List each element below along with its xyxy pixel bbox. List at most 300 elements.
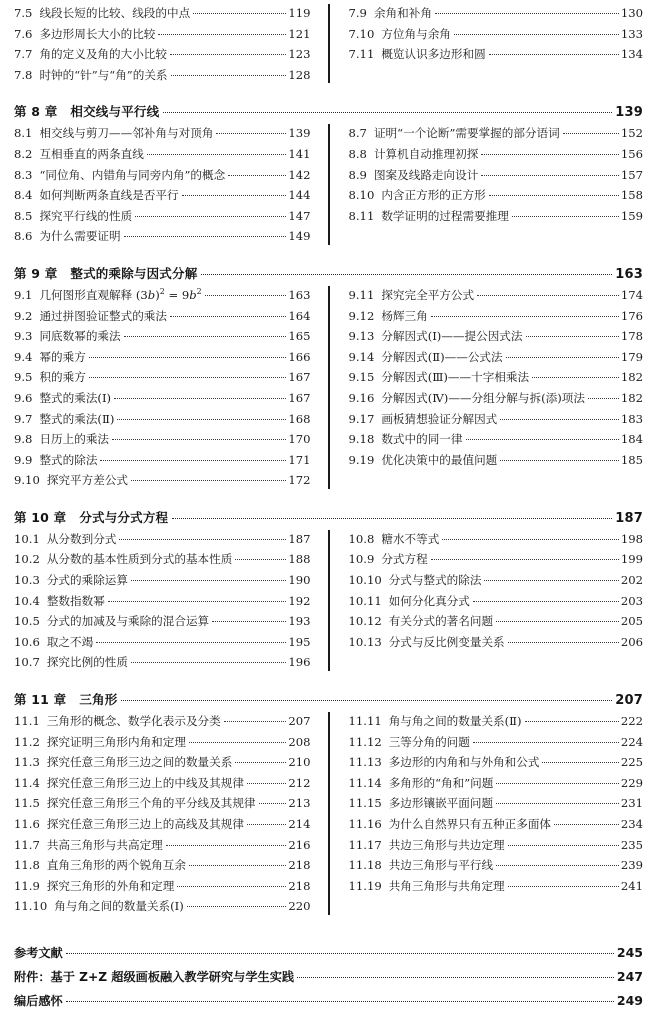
- toc-entry[interactable]: [14, 611, 311, 632]
- dot-leader: [201, 273, 612, 275]
- toc-entry-page: 218: [288, 878, 311, 893]
- toc-entry-number: 11.7: [14, 837, 40, 852]
- toc-entry-number: 9.10: [14, 473, 40, 488]
- toc-entry[interactable]: [14, 835, 311, 856]
- toc-entry-number: 9.5: [14, 370, 33, 385]
- toc-entry[interactable]: [14, 65, 311, 86]
- toc-entry-page: 165: [288, 329, 311, 344]
- toc-entry-number: 8.6: [14, 229, 33, 244]
- dot-leader: [224, 720, 287, 722]
- toc-entry-page: 182: [620, 390, 643, 405]
- toc-entry[interactable]: [349, 185, 644, 206]
- toc-entry-number: 10.3: [14, 573, 40, 588]
- chapter-heading[interactable]: [14, 102, 643, 120]
- toc-entry[interactable]: [14, 326, 311, 347]
- toc-entry-title: 三等分角的问题: [388, 734, 470, 749]
- toc-entry-number: 10.10: [348, 573, 382, 588]
- toc-entry-page: 229: [620, 775, 643, 790]
- toc-entry-number: 9.2: [14, 308, 33, 323]
- chapter-title: 整式的乘除与因式分解: [70, 265, 198, 281]
- toc-entry[interactable]: [349, 529, 644, 550]
- toc-entry-number: 11.17: [348, 837, 382, 852]
- chapter-columns: [14, 3, 643, 85]
- toc-entry[interactable]: [349, 206, 644, 227]
- dot-leader: [172, 517, 612, 519]
- backmatter-page: 245: [616, 944, 643, 960]
- chapter-columns: [14, 285, 643, 491]
- toc-entry-number: 8.8: [348, 146, 367, 161]
- toc-entry-number: 11.14: [348, 775, 382, 790]
- dot-leader: [526, 335, 619, 337]
- toc-entry-number: 9.11: [348, 287, 375, 302]
- toc-entry-title: 分解因式(Ⅲ)——十字相乘法: [381, 370, 530, 385]
- toc-entry-page: 196: [288, 655, 311, 670]
- dot-leader: [435, 12, 619, 14]
- toc-entry[interactable]: [14, 855, 311, 876]
- toc-entry-page: 168: [288, 411, 311, 426]
- toc-entry-page: 133: [620, 26, 643, 41]
- toc-entry-page: 119: [288, 6, 311, 20]
- dot-leader: [454, 33, 619, 35]
- toc-entry[interactable]: [14, 591, 311, 612]
- dot-leader: [124, 335, 287, 337]
- toc-entry[interactable]: [14, 185, 311, 206]
- toc-entry[interactable]: [14, 388, 311, 409]
- toc-entry-number: 8.11: [348, 208, 375, 223]
- toc-entry[interactable]: [14, 793, 311, 814]
- toc-entry-title: 杨辉三角: [381, 308, 428, 323]
- toc-entry[interactable]: [349, 814, 644, 835]
- toc-entry-number: 9.19: [348, 452, 375, 467]
- dot-leader: [477, 294, 619, 296]
- toc-entry[interactable]: [349, 855, 644, 876]
- toc-entry-title: 共高三角形与共高定理: [46, 837, 163, 852]
- column-right: [329, 285, 644, 491]
- toc-entry-title: 分解因式(Ⅰ)——提公因式法: [381, 329, 523, 344]
- toc-entry-title: 从分数到分式: [46, 531, 117, 546]
- toc-entry-title: 共边三角形与共边定理: [388, 837, 505, 852]
- toc-entry[interactable]: [349, 306, 644, 327]
- toc-entry-title: 数式中的同一律: [381, 432, 463, 447]
- chapter-title: 分式与分式方程: [79, 509, 169, 525]
- toc-entry[interactable]: [14, 429, 311, 450]
- toc-entry-number: 11.6: [14, 817, 40, 831]
- dot-leader: [189, 864, 286, 866]
- toc-entry-title: 画板猜想验证分解因式: [381, 411, 498, 426]
- dot-leader: [96, 641, 286, 643]
- backmatter-entry[interactable]: [14, 965, 643, 989]
- toc-entry-number: 9.17: [348, 411, 375, 426]
- dot-leader: [193, 12, 286, 14]
- toc-entry-number: 11.1: [14, 714, 40, 729]
- toc-entry-page: 167: [288, 390, 311, 405]
- toc-entry[interactable]: [14, 549, 311, 570]
- toc-entry[interactable]: [14, 896, 311, 917]
- toc-entry[interactable]: [14, 347, 311, 368]
- toc-entry-page: 210: [288, 755, 311, 770]
- toc-entry-page: 216: [288, 837, 311, 852]
- toc-entry-title: 糖水不等式: [381, 531, 440, 546]
- toc-entry-number: 9.6: [14, 390, 33, 405]
- dot-leader: [431, 558, 619, 560]
- toc-entry-number: 10.2: [14, 552, 40, 567]
- toc-entry-page: 218: [288, 858, 311, 873]
- chapter-title: 相交线与平行线: [70, 104, 160, 120]
- toc-entry-title: 几何图形直观解释 $(3b)^2 = 9b^2$: [39, 287, 202, 302]
- dot-leader: [131, 579, 286, 581]
- dot-leader: [297, 976, 614, 978]
- toc-entry-page: 179: [620, 349, 643, 364]
- toc-entry[interactable]: [14, 529, 311, 550]
- toc-entry-page: 241: [620, 878, 643, 893]
- toc-entry[interactable]: [349, 367, 644, 388]
- toc-entry[interactable]: [14, 570, 311, 591]
- toc-entry-title: 多边形的内角和与外角和公式: [388, 755, 540, 770]
- chapter-block-continuation: [14, 3, 643, 85]
- toc-entry-number: 8.7: [348, 126, 367, 141]
- dot-leader: [496, 782, 619, 784]
- dot-leader: [212, 620, 286, 622]
- toc-entry[interactable]: [349, 388, 644, 409]
- dot-leader: [108, 600, 287, 602]
- toc-entry-title: 分式与整式的除法: [388, 573, 482, 588]
- column-divider: [328, 4, 330, 83]
- toc-entry-number: 7.9: [348, 6, 367, 20]
- toc-entry[interactable]: [349, 835, 644, 856]
- toc-entry-page: 121: [288, 26, 311, 41]
- toc-entry-title: 整式的除法: [39, 452, 98, 467]
- toc-entry-title: 整数指数幂: [46, 593, 105, 608]
- toc-entry-page: 184: [620, 432, 643, 447]
- toc-entry[interactable]: [14, 306, 311, 327]
- chapter-page: 187: [615, 510, 643, 526]
- toc-entry[interactable]: [349, 144, 644, 165]
- toc-entry[interactable]: [349, 876, 644, 897]
- toc-entry[interactable]: [349, 44, 644, 65]
- dot-leader: [228, 174, 286, 176]
- toc-entry-page: 239: [620, 858, 643, 873]
- dot-leader: [158, 33, 286, 35]
- toc-entry-page: 139: [288, 126, 311, 141]
- toc-entry[interactable]: [349, 285, 644, 306]
- toc-entry[interactable]: [349, 773, 644, 794]
- dot-leader: [216, 132, 286, 134]
- toc-entry[interactable]: [14, 226, 311, 247]
- toc-entry-title: 取之不竭: [46, 634, 94, 649]
- toc-entry[interactable]: [14, 44, 311, 65]
- toc-entry-page: 170: [288, 432, 311, 447]
- toc-entry-number: 10.12: [348, 614, 382, 629]
- toc-entry-title: 角的定义及角的大小比较: [39, 47, 167, 62]
- dot-leader: [170, 53, 286, 55]
- toc-entry[interactable]: [349, 591, 644, 612]
- toc-entry-number: 8.5: [14, 208, 33, 223]
- toc-entry-number: 11.4: [14, 775, 40, 790]
- toc-entry[interactable]: [349, 24, 644, 45]
- toc-entry[interactable]: [14, 711, 311, 732]
- toc-entry-number: 10.1: [14, 531, 40, 546]
- toc-entry-number: 7.11: [348, 47, 375, 62]
- toc-entry-page: 172: [288, 473, 311, 488]
- toc-entry-title: 如何判断两条直线是否平行: [39, 188, 179, 203]
- toc-entry-number: 11.13: [348, 755, 382, 770]
- toc-entry[interactable]: [14, 123, 311, 144]
- toc-entry-title: 多边形镶嵌平面问题: [388, 796, 494, 811]
- toc-entry-number: 9.7: [14, 411, 33, 426]
- toc-entry-page: 182: [620, 370, 643, 385]
- toc-entry-title: 分式的乘除运算: [46, 573, 128, 588]
- chapter-heading[interactable]: [14, 690, 643, 708]
- dot-leader: [496, 802, 619, 804]
- toc-entry-page: 152: [620, 126, 643, 141]
- toc-entry[interactable]: [349, 347, 644, 368]
- toc-entry-number: 8.3: [14, 167, 33, 182]
- column-right: [329, 3, 644, 85]
- toc-entry[interactable]: [14, 773, 311, 794]
- dot-leader: [466, 438, 619, 440]
- toc-entry-number: 9.14: [348, 349, 375, 364]
- toc-entry-number: 7.10: [348, 26, 375, 41]
- dot-leader: [481, 174, 619, 176]
- toc-entry-page: 158: [620, 188, 643, 203]
- dot-leader: [66, 1000, 614, 1002]
- toc-entry-page: 178: [620, 329, 643, 344]
- toc-entry-page: 157: [620, 167, 643, 182]
- dot-leader: [247, 782, 286, 784]
- toc-entry[interactable]: [349, 429, 644, 450]
- dot-leader: [588, 397, 619, 399]
- dot-leader: [506, 356, 619, 358]
- chapter-number: 第 8 章: [14, 104, 58, 120]
- toc-entry-title: 积的乘方: [39, 370, 86, 385]
- toc-page: [0, 3, 657, 1027]
- dot-leader: [131, 479, 286, 481]
- dot-leader: [500, 459, 619, 461]
- column-left: [14, 3, 329, 85]
- toc-entry[interactable]: [349, 732, 644, 753]
- dot-leader: [66, 952, 614, 954]
- toc-entry-number: 9.3: [14, 329, 33, 344]
- toc-entry[interactable]: [349, 450, 644, 471]
- toc-entry-page: 222: [620, 714, 643, 729]
- toc-entry[interactable]: [14, 165, 311, 186]
- dot-leader: [489, 194, 619, 196]
- dot-leader: [473, 600, 619, 602]
- toc-entry-number: 7.7: [14, 47, 33, 62]
- toc-entry-title: 分式的加减及与乘除的混合运算: [46, 614, 210, 629]
- toc-entry-title: 探究任意三角形三边上的高线及其规律: [46, 817, 244, 831]
- toc-entry-number: 9.12: [348, 308, 375, 323]
- toc-entry[interactable]: [14, 409, 311, 430]
- toc-entry-number: 11.5: [14, 796, 40, 811]
- toc-entry[interactable]: [14, 652, 311, 673]
- toc-entry-number: 8.2: [14, 146, 33, 161]
- toc-entry-number: 10.5: [14, 614, 40, 629]
- backmatter-title: 附件：基于 Z+Z 超级画板融入教学研究与学生实践: [14, 969, 295, 984]
- dot-leader: [147, 153, 287, 155]
- toc-entry[interactable]: [14, 876, 311, 897]
- dot-leader: [235, 558, 286, 560]
- dot-leader: [100, 459, 286, 461]
- column-right: [329, 529, 644, 673]
- toc-entry[interactable]: [14, 752, 311, 773]
- toc-entry-title: 多边形周长大小的比较: [39, 26, 156, 41]
- toc-entry[interactable]: [14, 367, 311, 388]
- toc-entry-title: 角与角之间的数量关系(Ⅱ): [388, 714, 522, 729]
- toc-entry-number: 7.6: [14, 26, 33, 41]
- chapter-spacer: [14, 673, 643, 690]
- chapter-block: [14, 264, 643, 491]
- dot-leader: [171, 74, 287, 76]
- dot-leader: [166, 844, 287, 846]
- backmatter-entry[interactable]: [14, 989, 643, 1013]
- toc-entry-title: 计算机自动推理初探: [373, 146, 479, 161]
- toc-entry-number: 9.13: [348, 329, 375, 344]
- chapter-page: 139: [615, 105, 643, 121]
- toc-entry[interactable]: [349, 611, 644, 632]
- toc-entry-number: 11.9: [14, 878, 40, 893]
- toc-entry[interactable]: [14, 450, 311, 471]
- toc-entry[interactable]: [349, 793, 644, 814]
- toc-entry[interactable]: [349, 165, 644, 186]
- dot-leader: [554, 823, 619, 825]
- toc-entry-title: 方位角与余角: [381, 26, 451, 41]
- backmatter-title: 编后感怀: [14, 993, 63, 1008]
- toc-entry-page: 147: [288, 208, 311, 223]
- toc-entry-page: 195: [288, 634, 311, 649]
- toc-entry[interactable]: [349, 632, 644, 653]
- chapter-block: [14, 508, 643, 673]
- chapter-list: [14, 102, 643, 917]
- toc-entry-title: 优化决策中的最值问题: [381, 452, 498, 467]
- toc-entry-number: 8.9: [348, 167, 367, 182]
- toc-entry-page: 214: [288, 817, 311, 831]
- toc-entry-title: 概览认识多边形和圆: [381, 47, 486, 62]
- toc-entry-number: 9.18: [348, 432, 375, 447]
- dot-leader: [89, 376, 287, 378]
- toc-entry[interactable]: [349, 570, 644, 591]
- column-divider: [328, 530, 330, 671]
- toc-entry-title: 探究证明三角形内角和定理: [46, 734, 186, 749]
- dot-leader: [500, 418, 619, 420]
- dot-leader: [512, 215, 619, 217]
- toc-entry[interactable]: [14, 732, 311, 753]
- toc-entry-page: 231: [620, 796, 643, 811]
- chapter-heading[interactable]: [14, 508, 643, 526]
- dot-leader: [163, 111, 612, 113]
- chapter-page: 207: [615, 693, 643, 709]
- toc-entry[interactable]: [14, 285, 311, 306]
- column-left: [14, 529, 329, 673]
- toc-entry-title: 探究任意三角形三个角的平分线及其规律: [46, 796, 256, 811]
- toc-entry-page: 235: [620, 837, 643, 852]
- toc-entry-title: 整式的乘法(Ⅱ): [39, 411, 115, 426]
- toc-entry-page: 142: [288, 167, 311, 182]
- toc-entry-number: 10.13: [348, 634, 382, 649]
- toc-entry-number: 11.10: [14, 899, 48, 914]
- toc-entry[interactable]: [14, 206, 311, 227]
- toc-entry-page: 183: [620, 411, 643, 426]
- toc-entry[interactable]: [349, 549, 644, 570]
- backmatter-page: 247: [616, 968, 643, 984]
- toc-entry[interactable]: [14, 3, 311, 24]
- dot-leader: [119, 538, 286, 540]
- toc-entry[interactable]: [14, 814, 311, 835]
- toc-entry-page: 193: [288, 614, 311, 629]
- toc-entry-title: 探究任意三角形三边之间的数量关系: [46, 755, 233, 770]
- toc-entry-page: 202: [620, 573, 643, 588]
- toc-entry-number: 11.18: [348, 858, 382, 873]
- toc-entry[interactable]: [14, 470, 311, 491]
- toc-entry[interactable]: [14, 24, 311, 45]
- toc-entry-page: 212: [288, 775, 311, 790]
- dot-leader: [508, 844, 619, 846]
- toc-entry-title: 分解因式(Ⅳ)——分组分解与拆(添)项法: [381, 390, 585, 405]
- dot-leader: [114, 397, 286, 399]
- dot-leader: [131, 661, 286, 663]
- toc-entry[interactable]: [349, 409, 644, 430]
- toc-entry-page: 167: [288, 370, 311, 385]
- toc-entry-page: 234: [620, 817, 643, 831]
- dot-leader: [496, 864, 619, 866]
- toc-entry-page: 199: [620, 552, 643, 567]
- dot-leader: [170, 315, 286, 317]
- toc-entry[interactable]: [14, 144, 311, 165]
- toc-entry-page: 188: [288, 552, 311, 567]
- toc-entry-title: 分式方程: [381, 552, 428, 567]
- toc-entry-title: 探究平方差公式: [46, 473, 128, 488]
- dot-leader: [135, 215, 286, 217]
- toc-entry[interactable]: [349, 3, 644, 24]
- dot-leader: [496, 620, 619, 622]
- toc-entry-number: 10.4: [14, 593, 40, 608]
- chapter-heading[interactable]: [14, 264, 643, 282]
- dot-leader: [508, 641, 619, 643]
- toc-entry-number: 7.8: [14, 67, 33, 82]
- toc-entry-number: 8.4: [14, 188, 33, 203]
- toc-entry-title: 幂的乘方: [39, 349, 86, 364]
- toc-entry-title: 为什么自然界只有五种正多面体: [388, 817, 552, 831]
- toc-entry-title: “同位角、内错角与同旁内角”的概念: [39, 167, 226, 182]
- toc-entry-page: 220: [288, 899, 311, 914]
- toc-entry[interactable]: [349, 326, 644, 347]
- toc-entry-page: 130: [620, 6, 643, 20]
- toc-entry-title: 探究平行线的性质: [39, 208, 133, 223]
- toc-entry-title: 分式与反比例变量关系: [388, 634, 505, 649]
- toc-entry-number: 8.1: [14, 126, 33, 141]
- toc-entry[interactable]: [349, 123, 644, 144]
- dot-leader: [473, 741, 619, 743]
- column-left: [14, 711, 329, 917]
- toc-entry-page: 164: [288, 308, 311, 323]
- dot-leader: [182, 194, 287, 196]
- dot-leader: [259, 802, 287, 804]
- column-left: [14, 285, 329, 491]
- chapter-block: [14, 102, 643, 247]
- chapter-spacer: [14, 491, 643, 508]
- dot-leader: [124, 235, 287, 237]
- toc-entry[interactable]: [349, 711, 644, 732]
- backmatter-entry[interactable]: [14, 941, 643, 965]
- toc-entry-title: 图案及线路走向设计: [373, 167, 479, 182]
- dot-leader: [187, 905, 287, 907]
- toc-entry-page: 207: [288, 714, 311, 729]
- toc-entry-page: 134: [620, 47, 643, 62]
- toc-entry-title: 共角三角形与共角定理: [388, 878, 505, 893]
- toc-entry[interactable]: [14, 632, 311, 653]
- toc-entry[interactable]: [349, 752, 644, 773]
- toc-entry-page: 171: [288, 452, 311, 467]
